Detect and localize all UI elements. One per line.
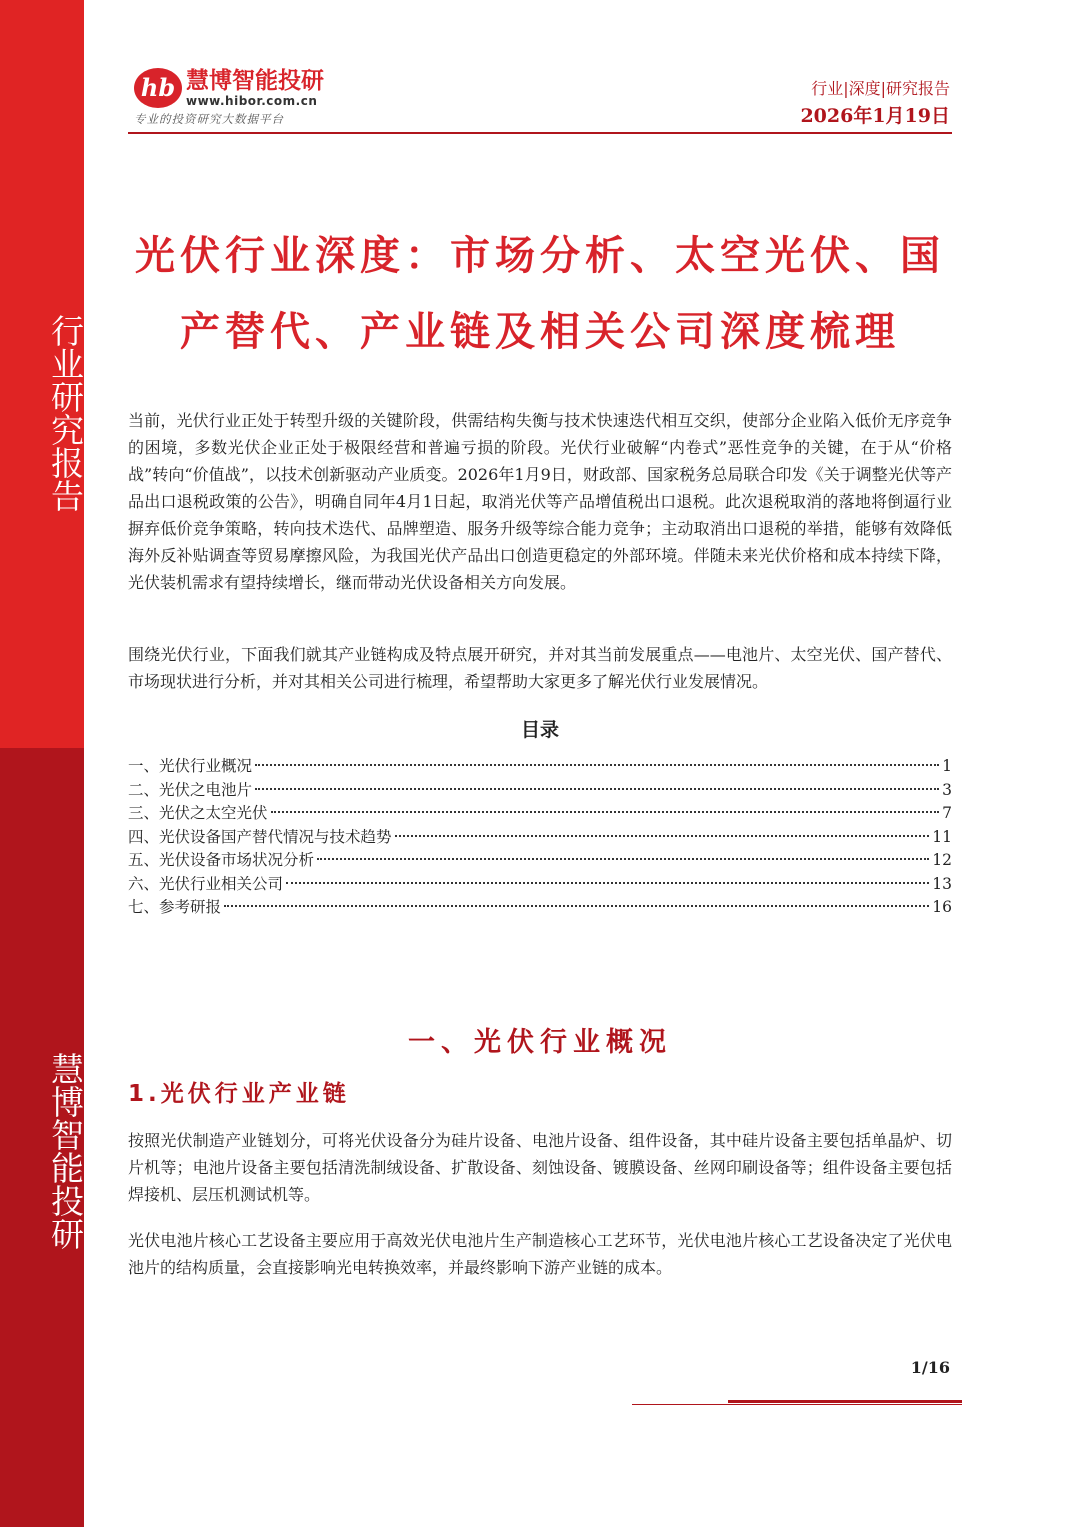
toc-item-page: 13 [932, 874, 952, 893]
toc-leader-dots [224, 905, 929, 907]
sidebar-top-band [0, 0, 84, 748]
toc-item-label: 一、光伏行业概况 [128, 757, 253, 775]
toc-item-label: 七、参考研报 [128, 898, 222, 916]
toc-item[interactable] [128, 826, 952, 850]
toc-leader-dots [286, 882, 929, 884]
toc-item-page: 11 [932, 827, 952, 846]
section-paragraph-1: 按照光伏制造产业链划分，可将光伏设备分为硅片设备、电池片设备、组件设备，其中硅片设备主要包括单晶炉、切片机等；电池片设备主要包括清洗制绒设备、扩散设备、刻蚀设备、镀膜设备、丝网印刷设备等；组件设备主要包括焊接机、层压机测试机等。 [128, 1131, 952, 1204]
toc-item-label: 四、光伏设备国产替代情况与技术趋势 [128, 827, 392, 846]
toc-item-label: 三、光伏之太空光伏 [128, 804, 268, 822]
toc-leader-dots [255, 788, 939, 790]
toc-leader-dots [395, 835, 930, 837]
hibor-logo[interactable] [134, 68, 334, 128]
footer-divider-thin [632, 1404, 962, 1405]
sidebar-bottom-label: 慧博智能投研 [46, 1052, 85, 1250]
logo-tagline: 专业的投资研究大数据平台 [134, 112, 284, 126]
toc-item-label: 二、光伏之电池片 [128, 780, 253, 799]
report-meta [800, 78, 950, 132]
intro-paragraph-1: 当前，光伏行业正处于转型升级的关键阶段，供需结构失衡与技术快速迭代相互交织，使部分企业陷入低价无序竞争的困境，多数光伏企业正处于极限经营和普遍亏损的阶段。光伏行业破解“内卷式”恶性竞争的关键，在于从“价格战”转向“价值战”，以技术创新驱动产业质变。2026年1月9日，财政部、国家税务总局联合印发《关于调整光伏等产品出口退税政策的公告》，明确自同年4月1日起，取消光伏等产品增值税出口退税。此次退税取消的落地将倒逼行业摒弃低价竞争策略，转向技术迭代、品牌塑造、服务升级等综合能力竞争；主动取消出口退税的举措，能够有效降低海外反补贴调查等贸易摩擦风险，为我国光伏产品出口创造更稳定的外部环境。伴随未来光伏价格和成本持续下降，光伏装机需求有望持续增长，继而带动光伏设备相关方向发展。 [128, 411, 952, 592]
toc-item-page: 3 [942, 780, 952, 799]
toc-item-page: 7 [942, 804, 952, 822]
toc-item[interactable] [128, 873, 952, 897]
logo-mark-icon: hb [134, 68, 182, 108]
toc-item[interactable] [128, 779, 952, 803]
toc-item[interactable] [128, 849, 952, 873]
sidebar-top-label: 行业研究报告 [46, 314, 85, 512]
toc-item[interactable] [128, 896, 952, 920]
page-number: 1/16 [910, 1358, 950, 1377]
toc-item-page: 1 [942, 757, 952, 775]
section-heading: 一、光伏行业概况 [408, 1027, 672, 1058]
toc-item[interactable] [128, 755, 952, 779]
toc-item-page: 12 [932, 851, 952, 869]
sidebar-bottom-band [0, 748, 84, 1527]
header-divider [128, 132, 952, 134]
report-type: 行业|深度|研究报告 [811, 79, 950, 98]
subsection-heading: 1.光伏行业产业链 [128, 1081, 350, 1107]
intro-paragraph-2: 围绕光伏行业，下面我们就其产业链构成及特点展开研究，并对其当前发展重点——电池片、太空光伏、国产替代、市场现状进行分析，并对其相关公司进行梳理，希望帮助大家更多了解光伏行业发展情况。 [128, 645, 952, 691]
toc-item-page: 16 [932, 898, 952, 916]
footer-divider-thick [728, 1400, 962, 1403]
toc-heading: 目录 [520, 719, 559, 741]
toc-leader-dots [255, 764, 939, 766]
toc-item-label: 五、光伏设备市场状况分析 [128, 851, 315, 869]
logo-url: www.hibor.com.cn [186, 94, 318, 108]
toc-item[interactable] [128, 802, 952, 826]
toc-leader-dots [317, 858, 929, 860]
report-date: 2026年1月19日 [800, 105, 950, 127]
page-title: 光伏行业深度：市场分析、太空光伏、国产替代、产业链及相关公司深度梳理 [135, 233, 945, 355]
section-paragraph-2: 光伏电池片核心工艺设备主要应用于高效光伏电池片生产制造核心工艺环节，光伏电池片核心工艺设备决定了光伏电池片的结构质量，会直接影响光电转换效率，并最终影响下游产业链的成本。 [128, 1231, 952, 1277]
toc-leader-dots [271, 811, 940, 813]
toc-item-label: 六、光伏行业相关公司 [128, 874, 284, 893]
table-of-contents [128, 755, 952, 920]
logo-name: 慧博智能投研 [186, 68, 324, 94]
